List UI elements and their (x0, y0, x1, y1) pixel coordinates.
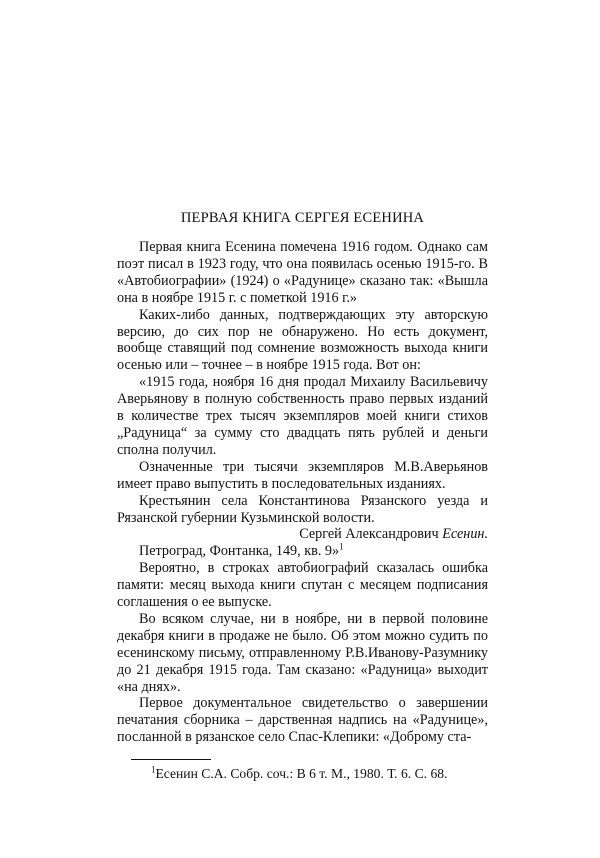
paragraph-letter: Во всяком случае, ни в ноябре, ни в первой половине декабря книги в продаже не было. Об этом можно судить по есенинскому письму, отправленному Р.В.Иванову-Разумнику до 21 декабря 1915 года. Там сказано: «Радуница» выходит «на днях». (117, 610, 488, 695)
page-body (117, 210, 488, 782)
footnote-divider (131, 759, 211, 760)
address-line (117, 543, 488, 560)
page-title: ПЕРВАЯ КНИГА СЕРГЕЯ ЕСЕНИНА (180, 210, 425, 226)
quote-origin: Крестьянин села Константинова Рязанского уезда и Рязанской губернии Кузьминской волости. (117, 492, 488, 526)
signature-line (117, 526, 488, 543)
signature-name: Сергей Александрович (299, 526, 439, 543)
paragraph-inscription: Первое документальное свидетельство о завершении печатания сборника – дарственная надпись на «Радунице», посланной в рязанское село Спас-Клепики: «Доброму ста- (117, 695, 488, 746)
footnote-mark: 1 (151, 764, 156, 775)
footnote-text: Есенин С.А. Собр. соч.: В 6 т. М., 1980. Т. 6. С. 68. (155, 766, 448, 782)
footnote-reference[interactable]: 1 (339, 541, 344, 552)
quote-contract: «1915 года, ноября 16 дня продал Михаилу Васильевичу Аверьянову в полную собственность право первых изданий в количестве трех тысяч экземпляров моей книги стихов „Радуница“ за сумму сто двадцать пять рублей и деньги сполна получил. (117, 374, 488, 458)
footnote (151, 766, 488, 782)
paragraph-memory-error: Вероятно, в строках автобиографий сказалась ошибка памяти: месяц выхода книги спутан с месяцем подписания соглашения о ее выпуске. (117, 560, 488, 611)
quote-rights: Означенные три тысячи экземпляров М.В.Аверьянов имеет право выпустить в последовательных изданиях. (117, 458, 488, 492)
paragraph-document: Каких-либо данных, подтверждающих эту авторскую версию, до сих пор не обнаружено. Но есть документ, вообще ставящий под сомнение возможность выхода книги осенью или – точнее – в ноябре 1915 года. Вот он: (117, 306, 488, 374)
address-text: Петроград, Фонтанка, 149, кв. 9» (139, 543, 340, 560)
signature-surname: Есенин. (442, 526, 488, 543)
paragraph-intro: Первая книга Есенина помечена 1916 годом. Однако сам поэт писал в 1923 году, что она появилась осенью 1915-го. В «Автобиографии» (1924) о «Радунице» сказано так: «Вышла она в ноябре 1915 г. с пометкой 1916 г.» (117, 239, 488, 306)
